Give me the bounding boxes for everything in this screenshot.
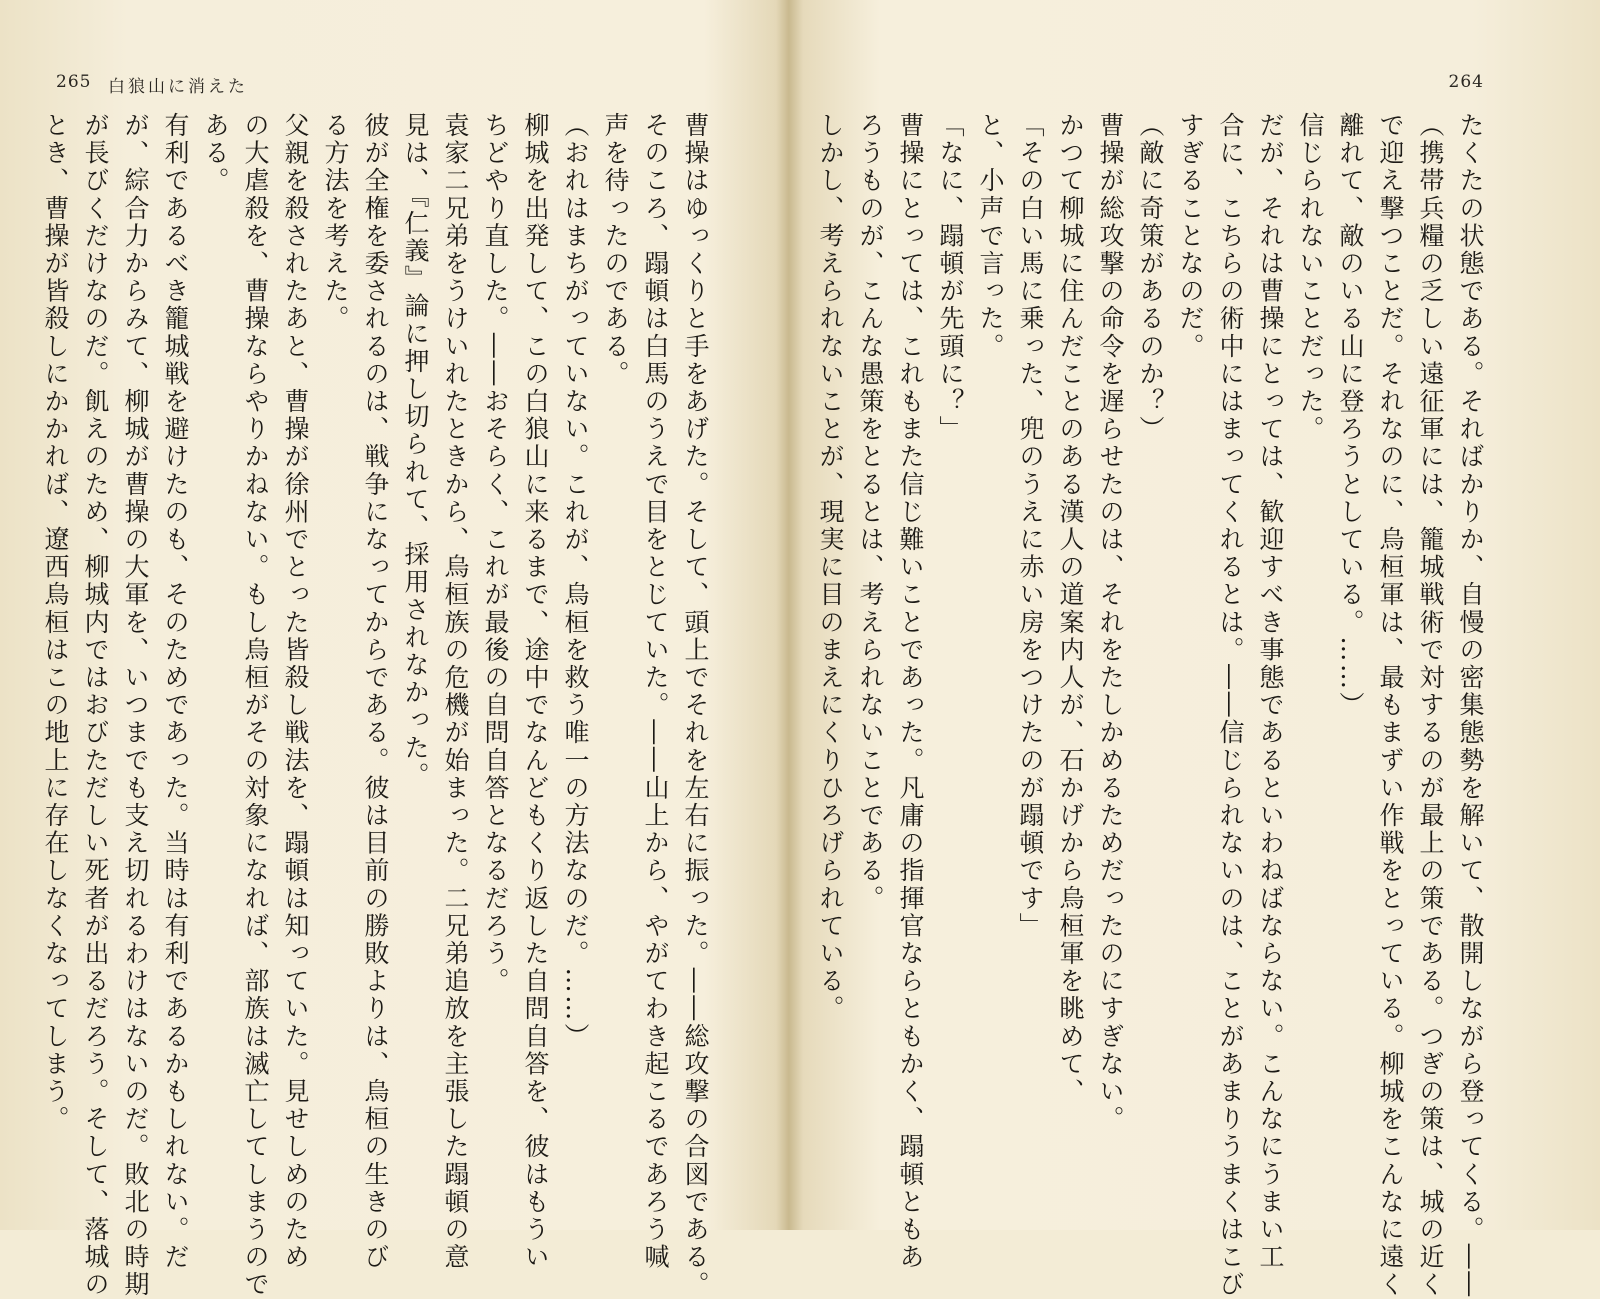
text-line: 「なに、蹋頓が先頭に？」: [936, 112, 965, 444]
text-line: 曹操が総攻撃の命令を遅らせたのは、それをたしかめるためだったのにすぎない。: [1096, 112, 1125, 1134]
text-line: しかし、考えられないことが、現実に目のまえにくりひろげられている。: [816, 112, 845, 1023]
text-line: 信じられないことだった。: [1296, 112, 1325, 444]
text-line: 袁家二兄弟をうけいれたときから、烏桓族の危機が始まった。二兄弟追放を主張した蹋頓の意: [441, 112, 470, 1272]
text-line: 曹操はゆっくりと手をあげた。そして、頭上でそれを左右に振った。――総攻撃の合図である。: [681, 112, 710, 1299]
text-line: 曹操にとっては、これもまた信じ難いことであった。凡庸の指揮官ならともかく、蹋頓ともあ: [896, 112, 925, 1272]
text-line: 離れて、敵のいる山に登ろうとしている。……）: [1336, 112, 1365, 720]
page-number: 264: [1448, 72, 1484, 92]
text-line: 合に、こちらの術中にはまってくれるとは。――信じられないのは、ことがあまりうまくはこび: [1216, 112, 1245, 1299]
text-line: 父親を殺されたあと、曹操が徐州でとった皆殺し戦法を、蹋頓は知っていた。見せしめのため: [281, 112, 310, 1272]
text-line: で迎え撃つことだ。それなのに、烏桓軍は、最もまずい作戦をとっている。柳城をこんなに遠く: [1376, 112, 1405, 1299]
text-line: （おれはまちがっていない。これが、烏桓を救う唯一の方法なのだ。……）: [561, 112, 590, 1051]
text-line: かつて柳城に住んだことのある漢人の道案内人が、石かげから烏桓軍を眺めて、: [1056, 112, 1085, 1106]
right-page: [785, 0, 1600, 1299]
text-line: 有利であるべき籠城戦を避けたのも、そのためであった。当時は有利であるかもしれない。だ: [161, 112, 190, 1272]
text-line: そのころ、蹋頓は白馬のうえで目をとじていた。――山上から、やがてわき起こるであろう喊: [641, 112, 670, 1272]
text-line: 声を待ったのである。: [601, 112, 630, 388]
text-line: 「その白い馬に乗った、兜のうえに赤い房をつけたのが蹋頓です」: [1016, 112, 1045, 940]
text-line: 見は、『仁義』論に押し切られて、採用されなかった。: [401, 112, 430, 790]
left-page: [0, 0, 785, 1299]
text-line: ある。: [201, 112, 230, 195]
running-head: 白狼山に消えた: [108, 77, 248, 97]
vertical-text-block: [25, 112, 715, 1299]
page-number: 265: [56, 72, 92, 92]
text-line: 柳城を出発して、この白狼山に来るまで、途中でなんどもくり返した自問自答を、彼はもうい: [521, 112, 550, 1272]
text-line: と、小声で言った。: [976, 112, 1005, 361]
text-line: （敵に奇策があるのか？）: [1136, 112, 1165, 444]
text-line: すぎることなのだ。: [1176, 112, 1205, 361]
text-line: る方法を考えた。: [321, 112, 350, 333]
text-line: が、綜合力からみて、柳城が曹操の大軍を、いつまでも支え切れるわけはないのだ。敗北の時期: [121, 112, 150, 1299]
text-line: （携帯兵糧の乏しい遠征軍には、籠城戦術で対するのが最上の策である。つぎの策は、城の近く: [1416, 112, 1445, 1299]
text-line: 彼が全権を委されるのは、戦争になってからである。彼は目前の勝敗よりは、烏桓の生きのび: [361, 112, 390, 1272]
text-line: ちどやり直した。――おそらく、これが最後の自問自答となるだろう。: [481, 112, 510, 996]
text-line: が長びくだけなのだ。飢えのため、柳城内ではおびただしい死者が出るだろう。そして、落城の: [81, 112, 110, 1299]
text-line: だが、それは曹操にとっては、歓迎すべき事態であるといわねばならない。こんなにうまい工: [1256, 112, 1285, 1272]
vertical-text-block: [790, 112, 1490, 1299]
text-line: ろうものが、こんな愚策をとるとは、考えられないことである。: [856, 112, 885, 913]
text-line: の大虐殺を、曹操ならやりかねない。もし烏桓がその対象になれば、部族は滅亡してしまうので: [241, 112, 270, 1299]
text-line: たくたの状態である。そればかりか、自慢の密集態勢を解いて、散開しながら登ってくる。――: [1456, 112, 1485, 1299]
text-line: とき、曹操が皆殺しにかかれば、遼西烏桓はこの地上に存在しなくなってしまう。: [41, 112, 70, 1134]
